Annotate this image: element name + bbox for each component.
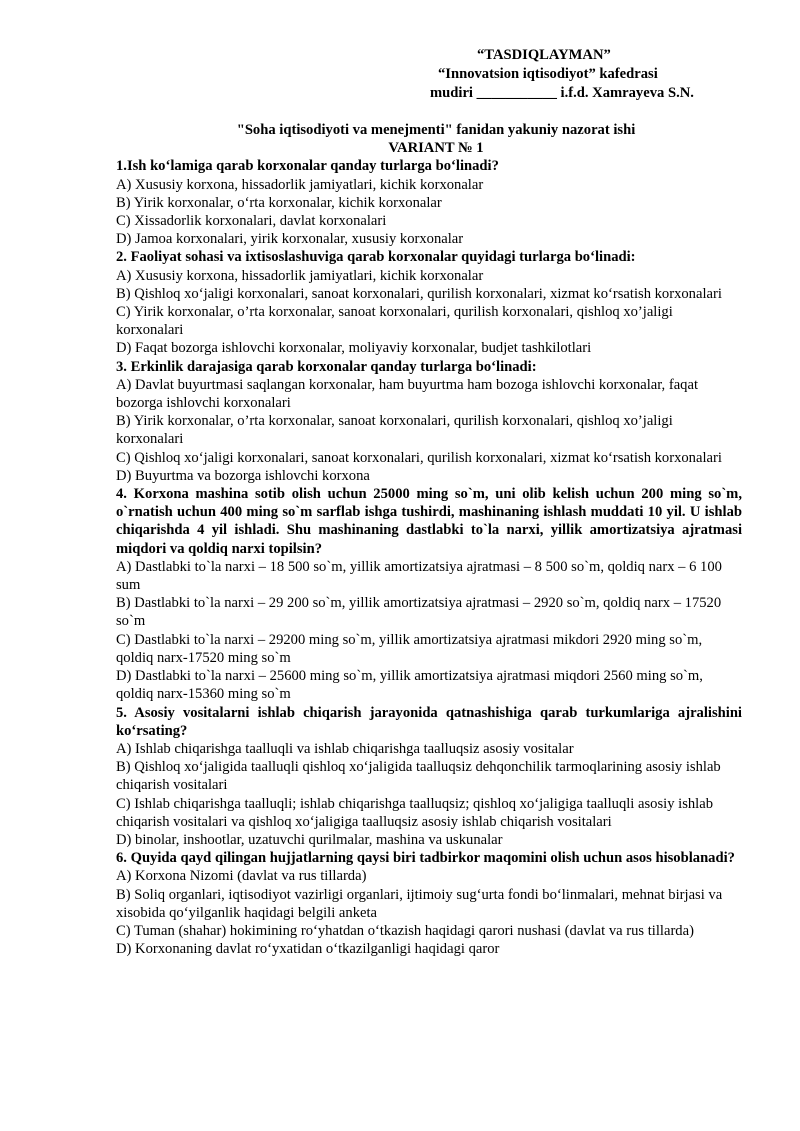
- answer-option-b: B) Qishloq xo‘jaligida taalluqli qishloq xo‘jaligida taalluqsiz dehqonchilik tarmoqlarining asosiy ishlab chiqarish vositalari: [116, 759, 721, 794]
- question-block-2: [116, 248, 742, 357]
- answer-option-b: B) Qishloq xo‘jaligi korxonalari, sanoat korxonalari, qurilish korxonalari, xizmat ko‘rsatish korxonalari: [116, 285, 722, 302]
- answer-option-d: D) Jamoa korxonalari, yirik korxonalar, xususiy korxonalar: [116, 231, 464, 248]
- question-text: 1.Ish ko‘lamiga qarab korxonalar qanday turlarga bo‘linadi?: [116, 158, 499, 175]
- approval-heading: “TASDIQLAYMAN”: [477, 47, 611, 63]
- question-block-4: [116, 485, 742, 703]
- answer-option-a: A) Davlat buyurtmasi saqlangan korxonalar, ham buyurtma ham bozoga ishlovchi korxonalar, faqat bozorga ishlovchi korxonalari: [116, 376, 699, 412]
- answer-option-d: D) Dastlabki to`la narxi – 25600 ming so`m, yillik amortizatsiya ajratmasi miqdori 2560 ming so`m, qoldiq narx-15360 ming so`m: [116, 668, 703, 703]
- answer-option-a: A) Xususiy korxona, hissadorlik jamiyatlari, kichik korxonalar: [116, 267, 484, 284]
- answer-option-c: C) Xissadorlik korxonalari, davlat korxonalari: [116, 213, 387, 230]
- answer-option-d: D) Buyurtma va bozorga ishlovchi korxona: [116, 467, 370, 484]
- answer-option-c: C) Yirik korxonalar, o’rta korxonalar, sanoat korxonalari, qurilish korxonalari, qishloq xo’jaligi korxonalari: [116, 304, 673, 339]
- question-block-1: [116, 157, 742, 248]
- question-block-6: [116, 849, 742, 958]
- document-body: [116, 121, 742, 958]
- answer-option-a: A) Ishlab chiqarishga taalluqli va ishlab chiqarishga taalluqsiz asosiy vositalar: [116, 740, 574, 757]
- approval-department: “Innovatsion iqtisodiyot” kafedrasi: [438, 66, 658, 82]
- question-text: 2. Faoliyat sohasi va ixtisoslashuviga qarab korxonalar quyidagi turlarga bo‘linadi:: [116, 249, 636, 266]
- question-block-3: [116, 358, 742, 485]
- question-block-5: [116, 704, 742, 850]
- approval-signature-line: mudiri ___________ i.f.d. Xamrayeva S.N.: [430, 85, 694, 101]
- variant-heading: VARIANT № 1: [388, 140, 484, 157]
- approval-block: [425, 46, 755, 103]
- question-text: 6. Quyida qayd qilingan hujjatlarning qaysi biri tadbirkor maqomini olish uchun asos hisoblanadi?: [116, 850, 735, 867]
- answer-option-a: A) Xususiy korxona, hissadorlik jamiyatlari, kichik korxonalar: [116, 176, 484, 193]
- answer-option-c: C) Tuman (shahar) hokimining ro‘yhatdan o‘tkazish haqidagi qarori nushasi (davlat va rus tillarda): [116, 922, 694, 939]
- answer-option-b: B) Soliq organlari, iqtisodiyot vazirligi organlari, ijtimoiy sug‘urta fondi bo‘linmalari, mehnat birjasi va xisobida qo‘yilganlik haqidagi belgili anketa: [116, 886, 723, 921]
- answer-option-a: A) Dastlabki to`la narxi – 18 500 so`m, yillik amortizatsiya ajratmasi – 8 500 so`m, qoldiq narx – 6 100 sum: [116, 558, 722, 594]
- answer-option-c: C) Ishlab chiqarishga taalluqli; ishlab chiqarishga taalluqsiz; qishloq xo‘jaligiga taalluqli asosiy ishlab chiqarish vositalari va qishloq xo‘jaligiga taalluqsiz asosiy ishlab chiqarish vositalari: [116, 795, 714, 830]
- question-text: 4. Korxona mashina sotib olish uchun 25000 ming so`m, uni olib kelish uchun 200 ming so`m, o`rnatish uchun 400 ming so`m sarflab ishga tushirdi, mashinaning ishlash muddati 10 yil. U ishlab chiqarishda 4 yil ishladi. Shu mashinaning dastlabki to`la narxi, yillik amortizatsiya ajratmasi miqdori va qoldiq narxi topilsin?: [116, 486, 742, 557]
- answer-option-c: C) Dastlabki to`la narxi – 29200 ming so`m, yillik amortizatsiya ajratmasi mikdori 2920 ming so`m, qoldiq narx-17520 ming so`m: [116, 631, 703, 666]
- answer-option-d: D) Korxonaning davlat ro‘yxatidan o‘tkazilganligi haqidagi qaror: [116, 941, 500, 958]
- answer-option-b: B) Yirik korxonalar, o‘rta korxonalar, kichik korxonalar: [116, 194, 442, 211]
- exam-title: "Soha iqtisodiyoti va menejmenti" fanidan yakuniy nazorat ishi: [236, 122, 636, 138]
- answer-option-c: C) Qishloq xo‘jaligi korxonalari, sanoat korxonalari, qurilish korxonalari, xizmat ko‘rsatish korxonalari: [116, 449, 722, 466]
- question-text: 5. Asosiy vositalarni ishlab chiqarish jarayonida qatnashishiga qarab turkumlariga ajralishini ko‘rsating?: [116, 704, 742, 739]
- answer-option-b: B) Dastlabki to`la narxi – 29 200 so`m, yillik amortizatsiya ajratmasi – 2920 so`m, qoldiq narx – 17520 so`m: [116, 595, 722, 630]
- answer-option-d: D) Faqat bozorga ishlovchi korxonalar, moliyaviy korxonalar, budjet tashkilotlari: [116, 340, 592, 357]
- answer-option-a: A) Korxona Nizomi (davlat va rus tillarda): [116, 868, 367, 885]
- question-text: 3. Erkinlik darajasiga qarab korxonalar qanday turlarga bo‘linadi:: [116, 358, 537, 375]
- answer-option-b: B) Yirik korxonalar, o’rta korxonalar, sanoat korxonalari, qurilish korxonalari, qishloq xo’jaligi korxonalari: [116, 413, 673, 448]
- answer-option-d: D) binolar, inshootlar, uzatuvchi qurilmalar, mashina va uskunalar: [116, 831, 503, 848]
